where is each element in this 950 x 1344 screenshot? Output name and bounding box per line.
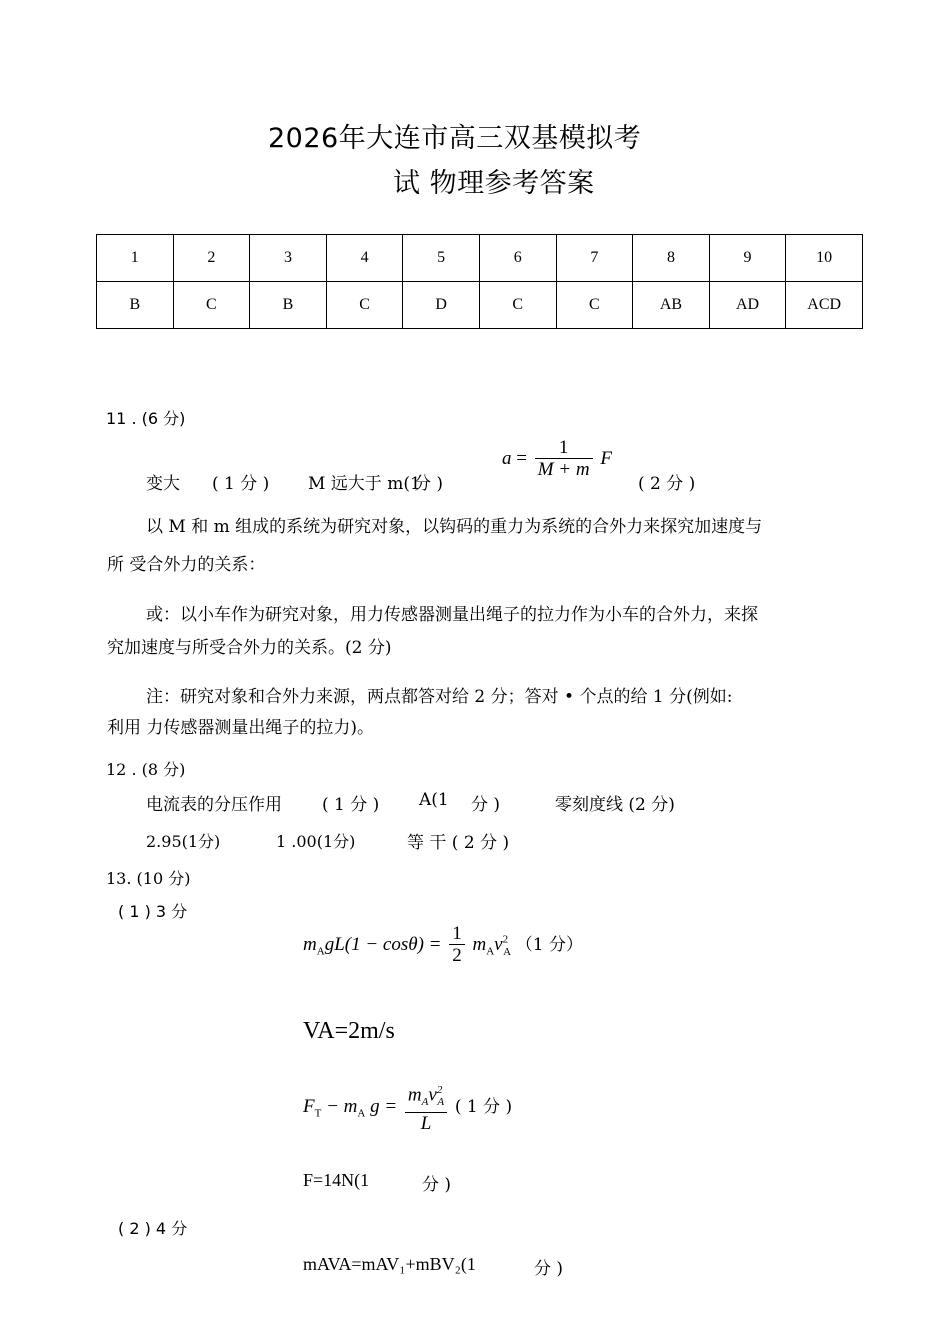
table-cell: C	[556, 282, 633, 329]
formula-text: g =	[370, 1095, 398, 1117]
answer-table-number-row	[97, 235, 863, 282]
q11-score-1: ( 1 分 )	[212, 474, 270, 494]
q13-part-1: ( 1 ) 3 分	[118, 902, 188, 921]
formula-text: − m	[326, 1095, 358, 1117]
q12-answer-5: 1 .00(1分)	[276, 832, 356, 851]
formula-subscript: A	[421, 1096, 429, 1109]
table-cell: B	[97, 282, 174, 329]
table-cell: 6	[479, 235, 556, 282]
formula-symbol: F	[303, 1095, 315, 1117]
formula-fraction	[405, 1080, 447, 1135]
q13-force-result: F=14N(1	[303, 1170, 370, 1190]
table-cell: 8	[633, 235, 710, 282]
answer-table	[96, 234, 863, 329]
fraction-numerator	[405, 1080, 447, 1113]
fraction-numerator: 1	[535, 438, 593, 459]
q11-answer-1: 变大	[146, 474, 180, 494]
formula-symbol: a	[502, 447, 512, 469]
q11-paragraph-2: 或：以小车作为研究对象，用力传感器测量出绳子的拉力作为小车的合外力，来探	[146, 605, 758, 625]
q11-score-2: 分 )	[414, 474, 444, 494]
q11-paragraph-2-cont: 究加速度与所受合外力的关系。(2 分)	[107, 638, 392, 658]
formula-fraction	[449, 924, 465, 967]
table-cell: 3	[250, 235, 327, 282]
table-cell: C	[173, 282, 250, 329]
q11-formula	[502, 438, 612, 481]
q12-score-2: 分 )	[471, 795, 501, 815]
q11-paragraph-1-cont: 所 受合外力的关系：	[107, 555, 266, 575]
page-title-line1: 2026年大连市高三双基模拟考	[268, 123, 642, 154]
table-cell: 7	[556, 235, 633, 282]
formula-subscript: T	[314, 1107, 322, 1120]
table-cell: C	[479, 282, 556, 329]
q13-velocity-result: VA=2m/s	[303, 1018, 395, 1044]
table-cell: 1	[97, 235, 174, 282]
q11-note-cont: 利用 力传感器测量出绳子的拉力)。	[107, 718, 375, 738]
fraction-denominator: 2	[452, 945, 462, 966]
formula-score: ( 1 分 )	[454, 1096, 513, 1117]
q11-note: 注：研究对象和合外力来源，两点都答对给 2 分；答对 • 个点的给 1 分(例如:	[146, 687, 733, 707]
q12-answer-4: 2.95(1分)	[146, 832, 221, 851]
formula-superscript: 2	[436, 1084, 443, 1096]
q12-answer-3: 零刻度线 (2 分)	[555, 795, 675, 815]
table-cell: AB	[633, 282, 710, 329]
q11-paragraph-1: 以 M 和 m 组成的系统为研究对象，以钩码的重力为系统的合外力来探究加速度与	[146, 517, 763, 537]
fraction-numerator: 1	[449, 924, 465, 945]
formula-symbol: m	[303, 933, 317, 955]
q12-answer-6: 等 干 ( 2 分 )	[407, 833, 510, 853]
q11-answer-2: M 远大于 m(1	[308, 474, 421, 494]
q11-score-3: ( 2 分 )	[638, 474, 696, 494]
table-cell: 9	[709, 235, 786, 282]
formula-subscript: A	[503, 945, 512, 958]
q13-equation-1	[303, 924, 583, 967]
table-cell: AD	[709, 282, 786, 329]
formula-subscript: A	[437, 1096, 445, 1109]
page-title-line2: 试 物理参考答案	[393, 168, 595, 199]
formula-equals: =	[516, 447, 527, 469]
formula-symbol: v	[428, 1084, 437, 1106]
table-cell: D	[403, 282, 480, 329]
fraction-denominator: M + m	[537, 459, 590, 480]
formula-subscript: A	[486, 945, 495, 958]
q13-momentum-equation: mAVA=mAV₁+mBV₂(1	[303, 1254, 476, 1274]
q11-heading: 11 . (6 分)	[106, 409, 186, 428]
table-cell: 5	[403, 235, 480, 282]
q13-heading: 13. (10 分)	[106, 869, 191, 888]
formula-symbol: v	[494, 933, 503, 955]
formula-fraction	[535, 438, 593, 481]
table-cell: 2	[173, 235, 250, 282]
formula-subscript: A	[357, 1107, 366, 1120]
q13-momentum-score: 分 )	[534, 1259, 564, 1279]
table-cell: C	[326, 282, 403, 329]
formula-score: （1 分）	[515, 934, 584, 955]
table-cell: ACD	[786, 282, 863, 329]
formula-superscript: 2	[502, 933, 509, 946]
q12-score-1: ( 1 分 )	[322, 795, 380, 815]
formula-subscript: A	[316, 945, 325, 958]
q13-equation-2	[303, 1080, 512, 1135]
formula-symbol: m	[472, 933, 487, 955]
table-cell: 10	[786, 235, 863, 282]
formula-symbol: m	[407, 1084, 422, 1106]
q13-force-score: 分 )	[422, 1175, 452, 1195]
q12-answer-1: 电流表的分压作用	[146, 795, 282, 815]
table-cell: 4	[326, 235, 403, 282]
q13-part-2: ( 2 ) 4 分	[118, 1219, 188, 1238]
table-cell: B	[250, 282, 327, 329]
formula-text: gL(1 − cosθ) =	[324, 933, 442, 955]
q12-heading: 12 . (8 分)	[106, 760, 186, 779]
formula-symbol: F	[600, 447, 612, 469]
q12-answer-2: A(1	[419, 790, 449, 810]
answer-table-answer-row	[97, 282, 863, 329]
fraction-denominator: L	[420, 1113, 432, 1135]
